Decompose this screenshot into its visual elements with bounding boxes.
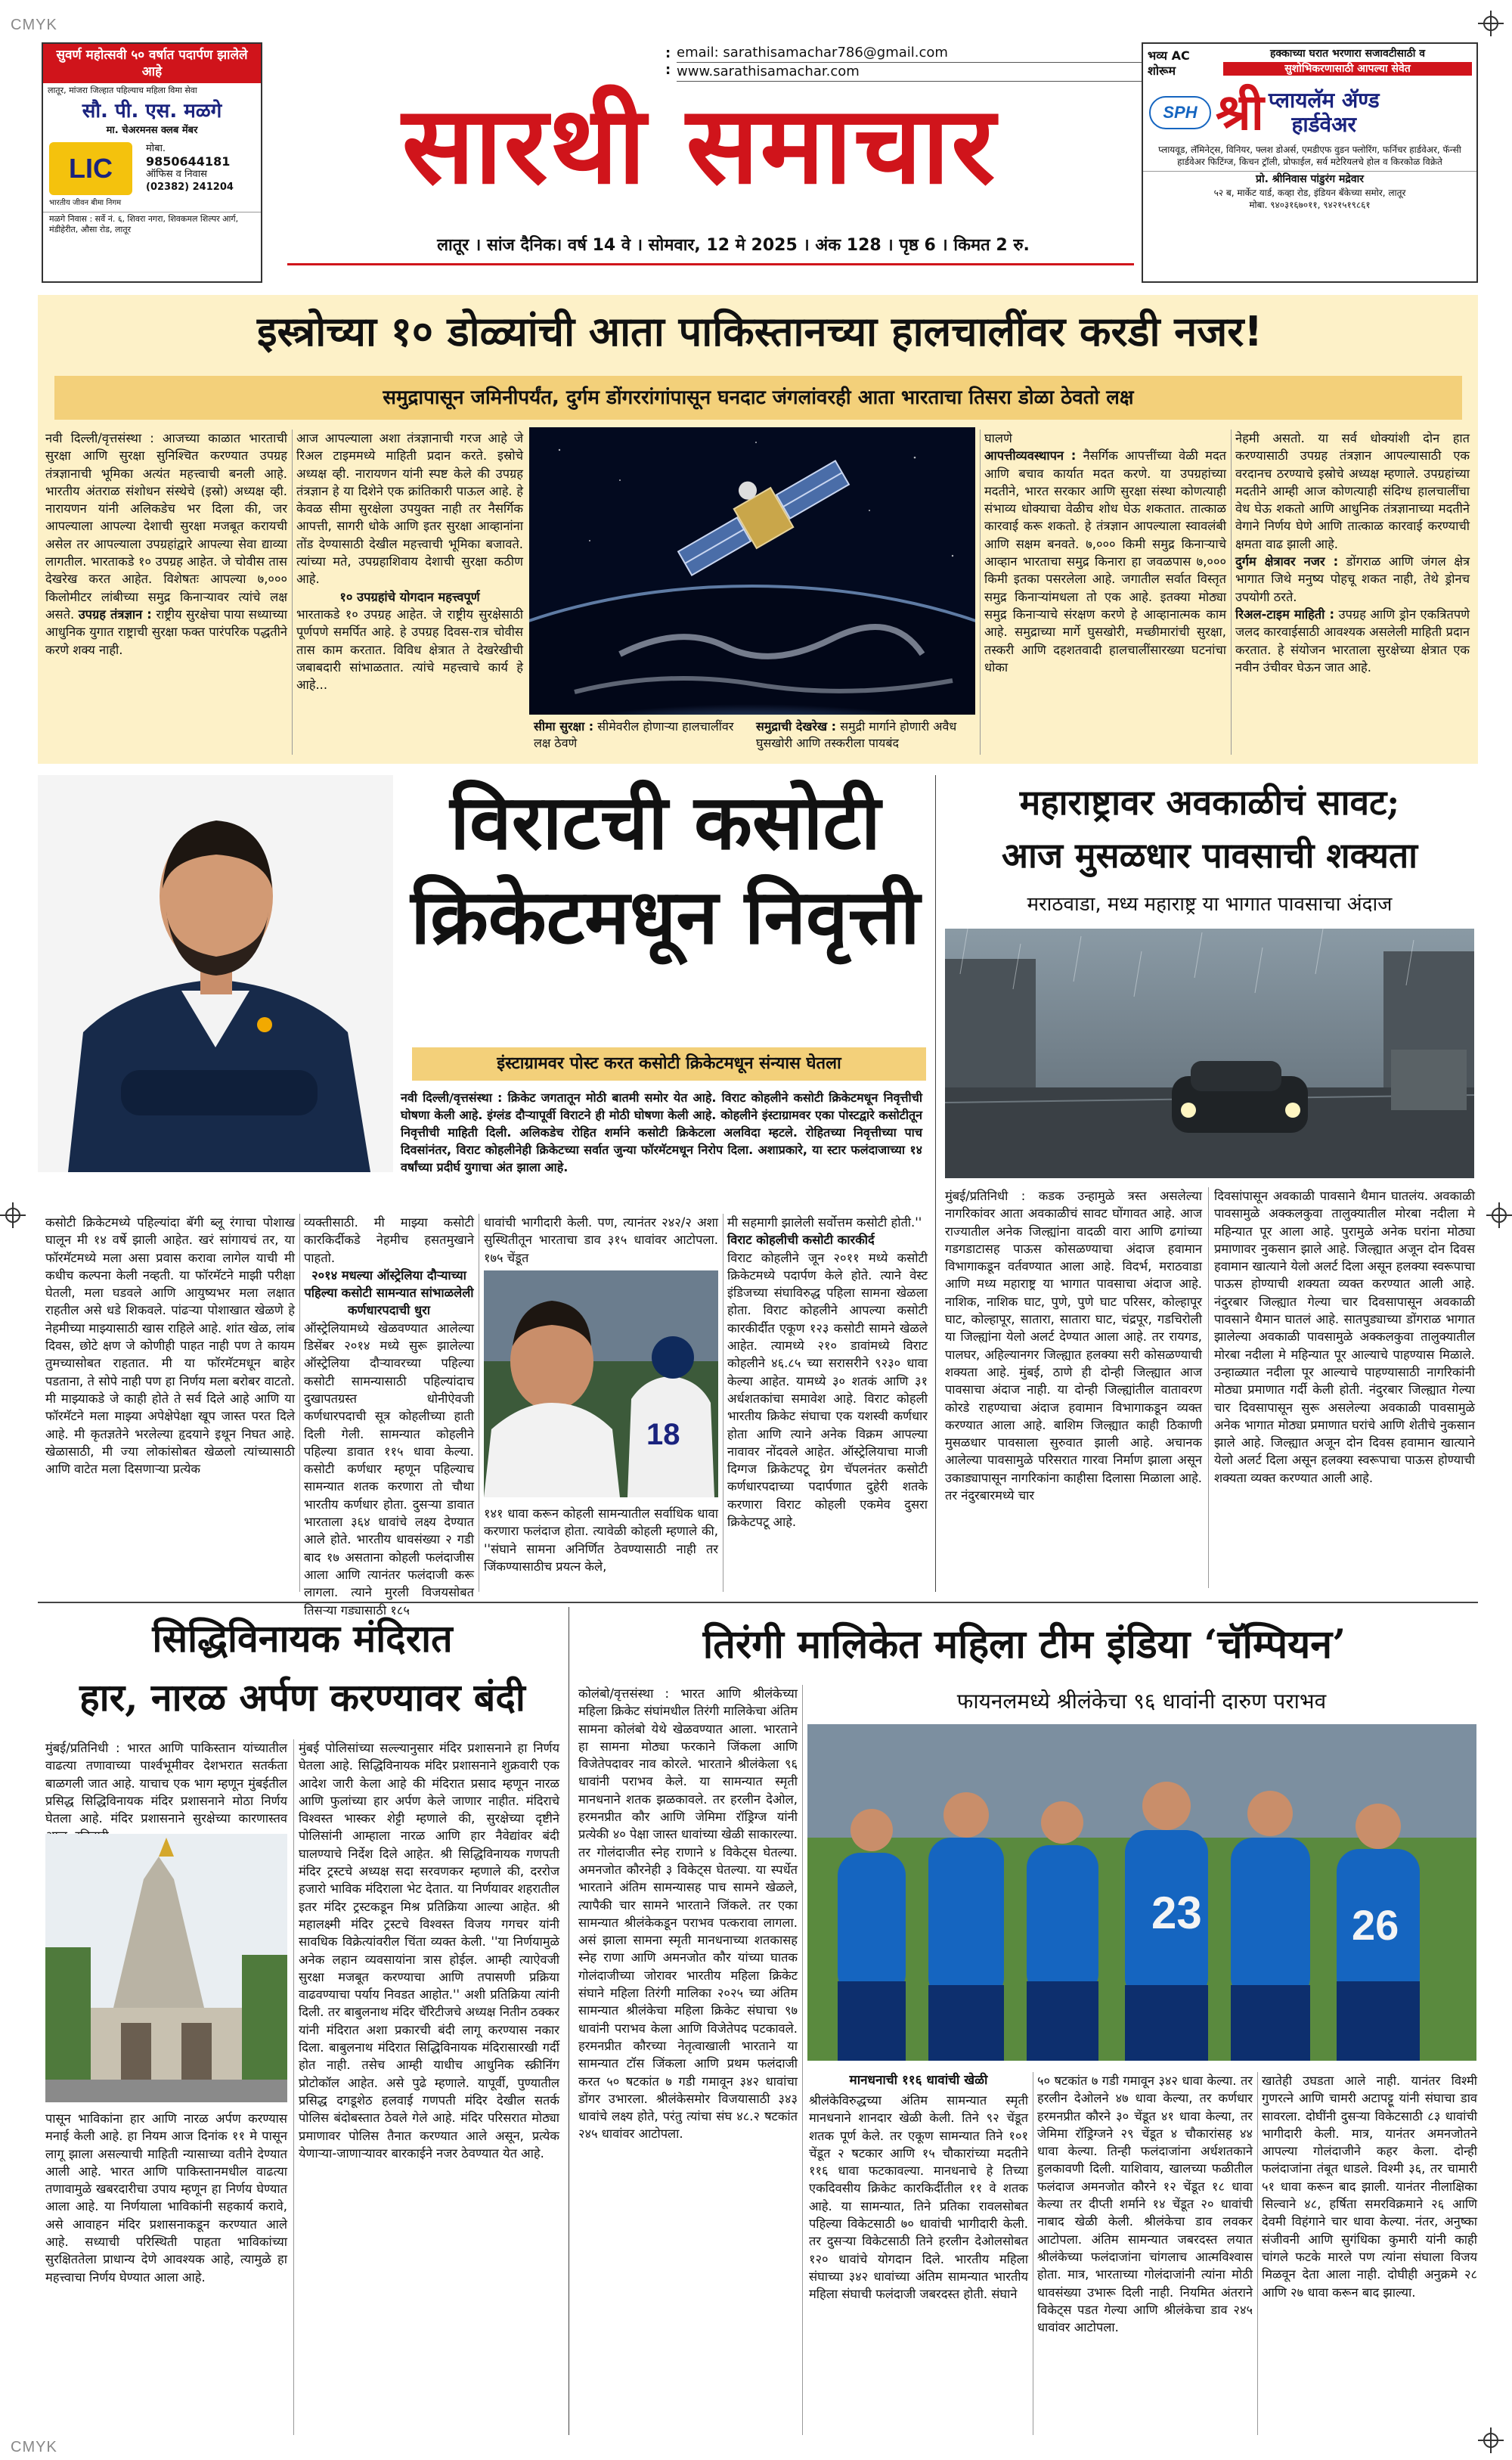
siddhivinayak-headline-1: सिद्धिविनायक मंदिरात [152, 1616, 453, 1661]
rain-subhead: मराठवाडा, मध्य महाराष्ट्र या भागात पावसाचा अंदाज [1027, 893, 1393, 916]
ad-right-brand-name1: प्लायलॅम ॲण्ड [1268, 88, 1380, 113]
ad-left-role: मा. चेअरमनस क्लब मेंबर [106, 125, 198, 136]
registration-mark-top-right [1478, 11, 1504, 36]
women-team-col-rule-3 [1257, 2072, 1258, 2435]
women-cricket-team-illustration [807, 1724, 1476, 2061]
lic-brand-text: LIC [69, 153, 113, 184]
virat-action-photo [484, 1270, 718, 1497]
lower-section-rule [38, 1602, 1478, 1603]
ad-right-top1: हक्काच्या घरात भरणारा सजावटीसाठी व [1269, 48, 1426, 60]
isro-caption-right-text: समुद्री मार्गाने होणारी अवैध घुसखोरी आणि तस्करीला पायबंद [756, 719, 957, 750]
isro-col2-text-b: भारताकडे १० उपग्रह आहेत. जे राष्ट्रीय सुरक्षेसाठी पूर्णपणे समर्पित आहे. हे उपग्रह दिवस-रात्र चोवीस तास काम करतात. विविध क्षेत्रात ते देखरेखीची जबाबदारी सांभाळतात. त्यांचे महत्त्वाचे कार्य हे आहे... [296, 606, 523, 693]
women-team-col-rule-1 [802, 1685, 803, 2435]
siddhivinayak-col-rule [293, 1739, 294, 2435]
rain-headline-1: महाराष्ट्रावर अवकाळीचं सावट; [1019, 782, 1400, 823]
isro-col5 [1235, 430, 1470, 676]
virat-subhead: इंस्टाग्रामवर पोस्ट करत कसोटी क्रिकेटमधून संन्यास घेतला [412, 1047, 926, 1081]
registration-mark-bottom-right [1478, 2427, 1504, 2453]
virat-headline-2: क्रिकेटमधून निवृत्ती [411, 872, 920, 961]
isro-col2 [296, 430, 523, 693]
women-team-subhead: फायनलमध्ये श्रीलंकेचा ९६ धावांनी दारुण पराभव [956, 1689, 1327, 1714]
rain-headline-2: आज मुसळधार पावसाची शक्यता [1001, 835, 1418, 876]
isro-col4-text-b: नैसर्गिक आपत्तींच्या वेळी मदत आणि बचाव कार्यात मदत करणे. या उपग्रहांच्या मदतीने, भारत सरकार आणि सुरक्षा संस्था कोणत्याही संभाव्य धोक्याचा वेळीच शोध घेऊ शकतात. तात्काळ कारवाई करू शकतो. हे तंत्रज्ञान आपल्याला स्वावलंबी आणि सक्षम बनवते. ७,००० किमी समुद्र किनाऱ्याचे आव्हान भारताचा समुद्र किनारा हा जवळपास ७,००० किमी इतका पसरलेला आहे. जगातील सर्वात विस्तृत समुद्र किनाऱ्यांमधला तो एक आहे. इतक्या मोठ्या समुद्र किनाऱ्याचे संरक्षण करणे हे आव्हानात्मक काम आहे. समुद्राच्या मार्गे घुसखोरी, मच्छीमारांची सुरक्षा, तस्करी आणि दहशतवादी हालचालींसारख्या घटनांचा धोका [984, 448, 1226, 675]
isro-caption-right [756, 718, 975, 752]
masthead-website: www.sarathisamachar.com [677, 63, 1145, 82]
isro-satellite-photo [529, 427, 975, 715]
virat-col-rule-1 [299, 1214, 300, 1592]
isro-caption-left-label: सीमा सुरक्षा : [534, 719, 594, 734]
siddhivinayak-headline-2: हार, नारळ अर्पण करण्यावर बंदी [79, 1675, 525, 1720]
isro-col1-text: नवी दिल्ली/वृत्तसंस्था : आजच्या काळात भारताची सुरक्षा आणि सुरक्षा सुनिश्चित करण्यात उपग्रह तंत्रज्ञानाची भूमिका अत्यंत महत्त्वाची बनली आहे. भारतीय अंतराळ संशोधन संस्थेचे (इस्रो) अध्यक्ष व्ही. नारायणन यांनी अलिकडेच भर दिला की, जर आपल्याला आपल्या देशाची सुरक्षा मजबूत करायची असेल तर आपल्याला उपग्रहांद्वारे आपल्या सेवा द्याव्या लागतील. भारताकडे १० उपग्रह आहेत. जे चोवीस तास देखरेख करत आहेत. विशेषतः आपल्या ७,००० किलोमीटर लांबीच्या समुद्र किनाऱ्यावर त्यांचे लक्ष असते. [45, 431, 287, 622]
isro-col2-text: आज आपल्याला अशा तंत्रज्ञानाची गरज आहे जे रिअल टाइममध्ये माहिती प्रदान करते. इस्रोचे अध्यक्ष व्ही. नारायणन यांनी स्पष्ट केले की उपग्रह तंत्रज्ञान हे या दिशेने एक क्रांतिकारी पाऊल आहे. हे केवळ सीमा सुरक्षेला उपयुक्त नाही तर नैसर्गिक आपत्ती, सागरी धोके आणि इतर सुरक्षा आव्हानांना तोंड देण्यासाठी देखील महत्त्वाची भूमिका बजावते. त्यांच्या मते, उपग्रहाशिवाय देशाची सुरक्षा कठीण आहे. [296, 431, 523, 587]
virat-col4 [727, 1214, 928, 1531]
ad-right-products: प्लायवूड, लॅमिनेट्स, विनियर, फ्लश डोअर्स, एमडीएफ वुडन फ्लोरिंग, फर्निचर हार्डवेअर, फॅन्सी हार्डवेअर फिटिंग्ज, किचन ट्रॉली, प्रोफाईल, सर्व मटेरियलचे होल व किरकोळ विक्रेते [1158, 144, 1461, 167]
isro-caption-right-label: समुद्राची देखरेख : [756, 719, 837, 734]
siddhivinayak-temple-photo [45, 1834, 287, 2102]
virat-col1: कसोटी क्रिकेटमध्ये पहिल्यांदा बॅगी ब्लू रंगाचा पोशाख घालून मी १४ वर्षे झाली आहेत. खरं सांगायचं तर, या फॉरमॅटमध्ये मला असा प्रवास करावा लागेल याची मी कधीच कल्पना केली नव्हती. या फॉरमॅटने माझी परीक्षा घेतली, मला घडवले आणि आयुष्यभर मला लक्षात राहतील असे धडे शिकवले. पांढऱ्या पोशाखात खेळणे हे नेहमीच्या माझ्यासाठी खास राहिले आहे. शांत खेळ, लांब दिवस, छोटे क्षण जे कोणीही पाहत नाही पण ते कायम तुमच्यासोबत राहतात. मी या फॉरमॅटमधून बाहेर पडताना, ते सोपे नाही पण हा निर्णय मला बरोबर वाटतो. मी माझ्याकडे जे काही होते ते सर्व दिले आहे आणि या फॉरमॅटने मला माझ्या अपेक्षेपेक्षा खूप जास्त परत दिले आहे. मी कृतज्ञतेने भरलेल्या हृदयाने इथून निघत आहे. खेळासाठी, मी ज्या लोकांसोबत खेळलो त्यांच्यासाठी आणि वाटेत मला दिसणाऱ्या प्रत्येक [45, 1215, 295, 1477]
masthead-info-line: लातूर । सांज दैनिक। वर्ष 14 वे । सोमवार, 12 मे 2025 । अंक 128 । पृष्ठ 6 । किमत 2 रु. [437, 236, 1030, 255]
isro-col1-text-b: राष्ट्रीय सुरक्षेचा पाया सध्याच्या आधुनिक युगात राष्ट्राची सुरक्षा फक्त पारंपरिक पद्धतीने करणे शक्य नाही. [45, 606, 287, 657]
siddhivinayak-col1b: पासून भाविकांना हार आणि नारळ अर्पण करण्यास मनाई केली आहे. हा नियम आज दिनांक ११ मे पासून लागू झाला असल्याची माहिती न्यासाच्या वतीने देण्यात आली आहे. भारत आणि पाकिस्तानमधील वाढत्या तणावामुळे खबरदारीचा उपाय म्हणून हा निर्णय घेण्यात आला आहे. या निर्णयाला भाविकांनी सहकार्य करावे, असे आवाहन मंदिर प्रशासनाकडून करण्यात आले आहे. सध्याची परिस्थिती पाहता भाविकांच्या सुरक्षिततेला प्राधान्य देणे आवश्यक आहे, त्यामुळे हा महत्त्वाचा निर्णय घेण्यात आला आहे. [45, 2111, 287, 2285]
ad-left-office-phone: (02382) 241204 [146, 181, 234, 193]
ad-left-sub: लातूर, मांजरा जिल्हात पहिल्याच महिला विमा सेवा [48, 85, 197, 95]
women-team-photo [807, 1724, 1476, 2061]
masthead-title: सारथी समाचार [401, 82, 997, 208]
women-team-col1: कोलंबो/वृत्तसंस्था : भारत आणि श्रीलंकेच्या महिला क्रिकेट संघांमधील तिरंगी मालिकेचा अंतिम सामना कोलंबो येथे खेळवण्यात आला. भारताने हा सामना मोठ्या फरकाने जिंकला आणि विजेतेपदावर नाव कोरले. भारताने श्रीलंकेला ९६ धावांनी पराभव केले. या सामन्यात स्मृती मानधनाने शतक झळकावले. तर हरलीन देओल, हरमनप्रीत कौर आणि जेमिमा रॉड्रिग्ज यांनी प्रत्येकी ४० पेक्षा जास्त धावांच्या खेळी साकारल्या. तर गोलंदाजीत स्नेह राणाने ४ विकेट्स घेतल्या. अमनजोत कौरनेही ३ विकेट्स घेतल्या. या स्पर्धेत भारताने अंतिम सामन्यासह पाच सामने खेळले, त्यापैकी चार सामने भारताने जिंकले. तर एका सामन्यात श्रीलंकेकडून पराभव पत्करावा लागला. असं झाला सामना स्मृती मानधनाच्या शतकासह स्नेह राणा आणि अमनजोत कौर यांच्या घातक गोलंदाजीच्या जोरावर भारतीय महिला क्रिकेट संघाने महिला तिरंगी मालिका २०२५ च्या अंतिम सामन्यात श्रीलंकेचा महिला क्रिकेट संघाचा ९७ धावांनी पराभव केला आणि विजेतेपद पटकावले. हरमनप्रीत कौरच्या नेतृत्वाखाली भारताने या सामन्यात टॉस जिंकला आणि प्रथम फलंदाजी करत ५० षटकांत ७ गडी गमावून ३४२ धावांचा डोंगर उभारला. श्रीलंकेसमोर विजयासाठी ३४३ धावांचे लक्ष्य होते, परंतु त्यांचा संघ ४८.२ षटकांत २४५ धावांवर आटोपला. [578, 1686, 798, 2142]
ad-right-brand: श्री [1216, 83, 1264, 141]
isro-col5-text-c: उपग्रह आणि ड्रोन एकत्रितपणे जलद कारवाईसाठी आवश्यक असलेली माहिती प्रदान करतात. हे संयोजन भारताला सुरक्षेच्या क्षेत्रात एक नवीन उंचीवर घेऊन जात आहे. [1235, 606, 1470, 675]
isro-caption-left [534, 718, 753, 752]
masthead-contact-dots: : : [665, 45, 671, 78]
rain-col2: दिवसांपासून अवकाळी पावसाने थैमान घातलंय. अवकाळी पावसामुळे अक्कलकुवा तालुक्यातील मोरबा नदीला मे महिन्यात पूर आला आहे. पुरामुळे अनेक घरांना मोठ्या प्रमाणावर नुकसान झाले आहे. जिल्ह्यात अजून दोन दिवस हवामान खात्याने येलो अलर्ट दिला असून हलक्या स्वरूपाचा पाऊस होण्याची शक्यता व्यक्त करण्यात आली आहे. नंदुरबार जिल्ह्यात गेल्या चार दिवसापासून अवकाळी पावसाने थैमान घातलं आहे. सातपुड्याच्या डोंगराळ भागात झालेल्या अवकाळी पावसामुळे अक्कलकुवा तालुक्यातील मोरबा नदीला मे महिन्यात पूर आल्याचे पाहण्यास मिळाले. उन्हाळ्यात नदीला पूर आल्याचे पाहण्यासाठी नागरिकांनी मोठ्या प्रमाणात गर्दी केली होती. नंदुरबार जिल्ह्यात गेल्या चार दिवसापासून सुरू असलेल्या अवकाळी पावसामुळे अनेक भागात मोठ्या प्रमाणात घरांचे आणि शेतीचे नुकसान झाले आहे. जिल्ह्यात अजून दोन दिवस हवामान खात्याने येलो अलर्ट दिला असून हलक्या स्वरूपाचा पाऊस होण्याची शक्यता व्यक्त करण्यात आली आहे. [1214, 1189, 1475, 1485]
women-team-col3: ५० षटकांत ७ गडी गमावून ३४२ धावा केल्या. तर हरलीन देओलने ४७ धावा केल्या, तर कर्णधार हरमनप्रीत कौरने ३० चेंडूत ४१ धावा केल्या, तर जेमिमा रॉड्रिग्जने २९ चेंडूत ४ चौकारांसह ४४ धावा केल्या. तिन्ही फलंदाजांना अर्धशतकाने हुलकावणी दिली. याशिवाय, खालच्या फळीतील फलंदाज अमनजोत कौरने १२ चेंडूत १८ धावा केल्या तर दीप्ती शर्माने १४ चेंडूत २० धावांची नाबाद खेळी केली. श्रीलंकेचा डाव लवकर आटोपला. अंतिम सामन्यात जबरदस्त लयात श्रीलंकेच्या फलंदाजांना चांगलाच आत्मविश्वास होता. मात्र, भारताच्या गोलंदाजांनी त्यांना मोठी धावसंख्या उभारू दिली नाही. नियमित अंतराने विकेट्स पडत गेल्या आणि श्रीलंकेचा डाव २४५ धावांवर आटोपला. [1037, 2074, 1253, 2335]
isro-caption-left-text: सीमेवरील होणाऱ्या हालचालींवर लक्ष ठेवणे [534, 719, 734, 750]
isro-col1 [45, 430, 287, 659]
virat-rain-divider [935, 775, 936, 1592]
ad-left-phone: 9850644181 [146, 154, 231, 169]
virat-col4-subhead: विराट कोहलीची कसोटी कारकीर्द [727, 1233, 875, 1248]
isro-col5-text-b: डोंगराळ आणि जंगल क्षेत्र भागात जिथे मनुष्य पोहचू शकत नाही, तेथे ड्रोनच उपयोगी ठरते. [1235, 554, 1470, 604]
sph-logo-text: SPH [1163, 103, 1198, 122]
women-team-col4: खातेही उघडता आले नाही. यानंतर विश्मी गुणरत्ने आणि चामरी अटापट्टू यांनी संघाचा डाव सावरला. दोघींनी दुसऱ्या विकेटसाठी ८३ धावांची भागीदारी केली. मात्र, यानंतर अमनजोतने आपल्या गोलंदाजीने कहर केला. दोन्ही फलंदाजांना तंबूत धाडले. विश्मी ३६, तर चामारी ५१ धावा करून बाद झाली. यानंतर नीलाक्षिका सिल्वाने ४८, हर्षिता समरविक्रमाने २६ आणि देवमी विहंगाने चार धावा केल्या. नंतर, अनुष्का संजीवनी आणि सुगंधिका कुमारी यांनी काही चांगले फटके मारले पण त्यांना संघाला विजय मिळवून देता आला नाही. दोघीही अनुक्रमे २८ आणि २७ धावा करून बाद झाल्या. [1262, 2074, 1477, 2300]
svg-text:18: 18 [646, 1418, 680, 1451]
ad-left-banner: सुवर्ण महोत्सवी ५० वर्षात पदार्पण झालेले आहे [43, 44, 261, 83]
masthead-rule [287, 263, 1134, 265]
virat-test-whites-illustration [484, 1270, 718, 1497]
women-team-col2-subhead: मानधनाची ११६ धावांची खेळी [849, 2073, 988, 2088]
cmyk-label-bottom: CMYK [11, 2439, 57, 2455]
ad-right-top2: सुशोभिकरणासाठी आपल्या सेवेत [1223, 62, 1472, 76]
isro-subhead: समुद्रापासून जमिनीपर्यंत, दुर्गम डोंगररांगांपासून घनदाट जंगलांवरही आता भारताचा तिसरा डोळा ठेवतो लक्ष [54, 376, 1462, 420]
isro-col5-text: नेहमी असतो. या सर्व धोक्यांशी दोन हात करण्यासाठी उपग्रह तंत्रज्ञान आपल्यासाठी एक वरदानच ठरण्याचे इस्रोचे अध्यक्ष म्हणाले. उपग्रहांच्या मदतीने आम्ही आज कोणत्याही संदिग्ध हालचालींचा वेध घेऊ शकतो आणि आधुनिक तंत्रज्ञानाच्या मदतीने वेगाने निर्णय घेणे आणि तात्काळ कारवाई करण्याची क्षमता वाढ झाली आहे. [1235, 431, 1470, 551]
svg-text:23: 23 [1151, 1888, 1202, 1938]
lic-logo [49, 142, 140, 207]
ad-right-address: ५२ ब, मार्केट यार्ड, कव्हा रोड, इंडियन बँकेच्या समोर, लातूर [1213, 188, 1406, 198]
isro-col2-subhead: १० उपग्रहांचे योगदान महत्त्वपूर्ण [339, 589, 480, 604]
ad-right-showroom: भव्य AC शोरूम [1148, 48, 1190, 78]
isro-col1-subhead: उपग्रह तंत्रज्ञान : [78, 606, 152, 622]
isro-col-rule-3 [980, 430, 981, 755]
virat-headline-1: विराटची कसोटी [450, 777, 881, 867]
lic-logo-icon [49, 142, 132, 195]
temple-illustration [45, 1834, 287, 2102]
isro-col-rule-1 [292, 430, 293, 755]
ad-left-phone-label: मोबा. [146, 143, 166, 154]
ad-left-address: मळगे निवास : सर्वे नं. ६, शिवरा नगरा, शिवकमल शिल्पर आर्ग, मंडीहेरीत, औसा रोड, लातूर [43, 212, 261, 237]
isro-col4 [984, 430, 1226, 676]
women-team-col2: श्रीलंकेविरुद्धच्या अंतिम सामन्यात स्मृती मानधनाने शानदार खेळी केली. तिने ९२ चेंडूत शतक पूर्ण केले. तर एकूण सामन्यात तिने १०१ चेंडूत २ षटकार आणि १५ चौकारांच्या मदतीने ११६ धावा फटकावल्या. मानधनाचे हे तिच्या एकदिवसीय क्रिकेट कारकिर्दीतील ११ वे शतक आहे. या सामन्यात, तिने प्रतिका रावलसोबत पहिल्या विकेटसाठी ७० धावांची भागीदारी केली. तर दुसऱ्या विकेटसाठी तिने हरलीन देओलसोबत १२० धावांचे योगदान दिले. भारतीय महिला संघाच्या ३४२ धावांच्या अंतिम सामन्यात भारतीय महिला संघाची फलंदाजी जबरदस्त होती. संघाने [809, 2093, 1028, 2302]
virat-col3: धावांची भागीदारी केली. पण, त्यानंतर २४२/२ अशा सुस्थितीतून भारताचा डाव ३१५ धावांवर आटोपला. १७५ चेंडूत [484, 1215, 718, 1265]
siddhivinayak-col1: मुंबई/प्रतिनिधी : भारत आणि पाकिस्तान यांच्यातील वाढत्या तणावाच्या पार्श्वभूमीवर देशभरात सतर्कता बाळगली जात आहे. याचाच एक भाग म्हणून मुंबईतील प्रसिद्ध सिद्धिविनायक मंदिर प्रशासनाने मोठा निर्णय घेतला आहे. मंदिर प्रशासनाने सुरक्षेच्या कारणास्तव [45, 1741, 287, 1826]
ad-lic-agent [42, 42, 262, 283]
virat-col2 [304, 1214, 474, 1619]
cmyk-label-top: CMYK [11, 17, 57, 33]
women-team-headline: तिरंगी मालिकेत महिला टीम इंडिया ‘चॅम्पियन’ [702, 1621, 1346, 1667]
satellite-earth-illustration [529, 427, 975, 715]
ad-left-name: सौ. पी. एस. मळगे [82, 100, 222, 123]
ad-right-proprietor: प्रो. श्रीनिवास पांडुरंग मद्रेवार [1143, 171, 1476, 187]
isro-col5-subhead2: रिअल-टाइम माहिती : [1235, 606, 1335, 622]
ad-left-office-label: ऑफिस व निवास [146, 169, 207, 180]
masthead-email: email: sarathisamachar786@gmail.com [677, 44, 1145, 63]
virat-lead: नवी दिल्ली/वृत्तसंस्था : क्रिकेट जगतातून मोठी बातमी समोर येत आहे. विराट कोहलीने कसोटी क्रिकेटमधून निवृत्तीची घोषणा केली आहे. इंग्लंड दौऱ्यापूर्वी विराटने ही मोठी घोषणा केली आहे. कोहलीने इंस्टाग्रामवर एका पोस्टद्वारे कसोटीतून निवृत्तीची माहिती दिली. अलिकडेच रोहित शर्माने कसोटी क्रिकेटला अलविदा म्हटले. रोहितच्या निवृत्तीच्या पाच दिवसांनंतर, विराट कोहलीनेही क्रिकेटच्या सर्वात जुन्या फॉरमॅटमधून निरोप दिला. अशाप्रकारे, या स्टार फलंदाजाच्या १४ वर्षांच्या प्रदीर्घ युगाचा अंत झाला आहे. [401, 1090, 922, 1174]
virat-col4-text-b: विराट कोहलीने जून २०११ मध्ये कसोटी क्रिकेटमध्ये पदार्पण केले होते. त्याने वेस्ट इंडिजच्या संघाविरुद्ध पहिला सामना खेळला होता. विराट कोहलीने आपल्या कसोटी कारकीर्दीत एकूण १२३ कसोटी सामने खेळले आहेत. त्यामध्ये २१० डावांमध्ये विराट कोहलीने ४६.८५ च्या सरासरीने ९२३० धावा केल्या आहेत. यामध्ये ३० शतकं आणि ३१ अर्धशतकांचा समावेश आहे. विराट कोहली भारतीय क्रिकेट संघाचा एक यशस्वी कर्णधार होता आणि त्याने अनेक विक्रम आपल्या नावावर नोंदवले आहेत. ऑस्ट्रेलियाचा माजी दिग्गज क्रिकेटपटू ग्रेग चॅपलनंतर कसोटी कर्णधारपदाच्या पदार्पणात दुहेरी शतके करणारा विराट कोहली एकमेव दुसरा क्रिकेटपटू आहे. [727, 1250, 928, 1530]
ad-right-brand-name2: हार्डवेअर [1291, 112, 1356, 137]
ad-right-mobile: मोबा. ९४०३१६७०११, ९४२१५१९८६१ [1249, 200, 1371, 210]
virat-col3b: १४१ धावा करून कोहली सामन्यातील सर्वाधिक धावा करणारा फलंदाज होता. त्यावेळी कोहली म्हणाले की, ''संघाने सामना अनिर्णित ठेवण्यासाठी नाही तर जिंकण्यासाठीच प्रयत्न केले, [484, 1506, 718, 1574]
registration-mark-left-mid [0, 1202, 26, 1228]
isro-col5-subhead: दुर्गम क्षेत्रावर नजर : [1235, 554, 1339, 569]
virat-portrait-photo [38, 775, 393, 1172]
isro-col4-text: घालणे [984, 431, 1012, 445]
rain-col1: मुंबई/प्रतिनिधी : कडक उन्हामुळे त्रस्त असलेल्या नागरिकांवर आता अवकाळीचं सावट घोंगावत आहे. आज राज्यातील अनेक जिल्ह्यांना वादळी वारा आणि ढगांच्या गडगडाटासह पाऊस कोसळण्याचा अंदाज हवामान विभागाकडून वर्तवण्यात आला आहे. विदर्भ, मराठवाडा आणि मध्य महाराष्ट्र या भागात पावसाचा अंदाज आहे. नाशिक, नाशिक घाट, पुणे, पुणे घाट परिसर, कोल्हापूर घाट, कोल्हापूर, सातारा, सातारा घाट, चंद्रपूर, गडचिरोली या जिल्ह्यांना येलो अलर्ट देण्यात आला आहे. तर रायगड, पालघर, अहिल्यानगर जिल्ह्यात हलक्या सरी कोसळण्याची शक्यता आहे. मुंबई, ठाणे ही दोन्ही जिल्ह्यात आज पावसाचा अंदाज नाही. या दोन्ही जिल्ह्यांतील वातावरण कोरडे राहण्याचा अंदाज हवामान विभागाकडून व्यक्त करण्यात आला आहे. बाशिम जिल्ह्यात काही ठिकाणी मुसळधार पावसाला सुरुवात झाली आहे. अचानक आलेल्या पावसामुळे परिसरात गारवा निर्माण झाला असून उकाड्यापासून नागरिकांना काहीसा दिलासा मिळाला आहे. तर नंदुरबारमध्ये चार [945, 1189, 1202, 1503]
rain-street-photo [945, 929, 1474, 1178]
isro-col4-subhead: आपत्तीव्यवस्थापन : [984, 448, 1077, 464]
virat-col4-text: मी सहमागी झालेली सर्वोत्तम कसोटी होती.'' [727, 1215, 922, 1230]
lic-brand-sub: भारतीय जीवन बीमा निगम [49, 199, 122, 207]
ad-plywood-shop [1142, 42, 1478, 283]
rainy-street-illustration [945, 929, 1474, 1178]
virat-col2-text-b: ऑस्ट्रेलियामध्ये खेळवण्यात आलेल्या डिसेंबर २०१४ मध्ये सुरू झालेल्या ऑस्ट्रेलिया दौऱ्यावरच्या पहिल्या कसोटी सामन्यासाठी पहिल्यांदाच दुखापतग्रस्त धोनीऐवजी कर्णधारपदाची सूत्र कोहलीच्या हाती दिली गेली. सामन्यात कोहलीने पहिल्या डावात ११५ धावा केल्या. कसोटी कर्णधार म्हणून पहिल्याच सामन्यात शतक करणारा तो चौथा भारतीय कर्णधार होता. दुसऱ्या डावात भारताला ३६४ धावांचे लक्ष्य देण्यात आले होते. भारतीय धावसंख्या २ गडी बाद १७ असताना कोहली फलंदाजीस आला आणि त्यानंतर फलंदाजी करू लागला. त्याने मुरली विजयसोबत तिसऱ्या गड्यासाठी १८५ [304, 1320, 474, 1618]
sph-logo-icon [1149, 96, 1211, 129]
rain-col-rule [1208, 1187, 1209, 1588]
virat-col2-subhead: २०१४ मधल्या ऑस्ट्रेलिया दौऱ्याच्या पहिल्या कसोटी सामन्यात सांभाळलेली कर्णधारपदाची धुरा [304, 1267, 474, 1318]
siddhivinayak-col2: मुंबई पोलिसांच्या सल्ल्यानुसार मंदिर प्रशासनाने हा निर्णय घेतला आहे. सिद्धिविनायक मंदिर प्रशासनाने शुक्रवारी एक आदेश जारी केला आहे की मंदिरात प्रसाद म्हणून नारळ आणि फुलांच्या हार अर्पण केले जाणार नाहीत. मंदिराचे विश्वस्त भास्कर शेट्टी म्हणाले की, सुरक्षेच्या दृष्टीने पोलिसांनी आम्हाला नारळ आणि हार नैवेद्यांवर बंदी घालण्याचे निर्देश दिले आहेत. श्री सिद्धिविनायक गणपती मंदिर ट्रस्टचे अध्यक्ष सदा सरवणकर म्हणाले की, दररोज हजारो भाविक मंदिराला भेट देतात. या निर्णयावर शहरातील इतर मंदिर ट्रस्टकडून मिश्र प्रतिक्रिया आल्या आहेत. श्री महालक्ष्मी मंदिर ट्रस्टचे विश्वस्त विजय गगचर यांनी सावधिक विक्रेत्यांवरील चिंता व्यक्त केली. ''या निर्णयामुळे अनेक लहान व्यवसायांना त्रास होईल. आम्ही त्याऐवजी सुरक्षा मजबूत करण्याचा आणि तपासणी प्रक्रिया वाढवण्याचा पर्याय निवडत आहोत.'' अशी प्रतिक्रिया त्यांनी दिली. तर बाबुलनाथ मंदिर चॅरिटीजचे अध्यक्ष नितीन ठक्कर यांनी मंदिरात अशा प्रकारची बंदी लागू करण्यास नकार दिला. बाबुलनाथ मंदिरात सिद्धिविनायक मंदिरासारखी गर्दी होत नाही. तसेच आम्ही याधीच आधुनिक स्क्रीनिंग प्रोटोकॉल आहेत. असे पुढे म्हणाले. यापूर्वी, पुण्यातील प्रसिद्ध दगडूशेठ हलवाई गणपती मंदिर देखील सतर्क पोलिस बंदोबस्तात ठेवले गेले आहे. मंदिर परिसरात मोठ्या प्रमाणावर पोलिस तैनात करण्यात आले असून, प्रत्येक येणाऱ्या-जाणाऱ्यावर बारकाईने नजर ठेवण्यात येत आहे. [299, 1741, 559, 2161]
isro-headline: इस्त्रोच्या १० डोळ्यांची आता पाकिस्तानच्या हालचालींवर करडी नजर! [256, 308, 1263, 355]
virat-col2-text: व्यक्तीसाठी. मी माझ्या कसोटी कारकिर्दीकडे नेहमीच हसतमुखाने पाहतो. [304, 1215, 474, 1265]
isro-col-rule-4 [1231, 430, 1232, 755]
virat-portrait-illustration [38, 775, 393, 1172]
registration-mark-right-mid [1486, 1202, 1512, 1228]
svg-text:26: 26 [1352, 1901, 1399, 1949]
